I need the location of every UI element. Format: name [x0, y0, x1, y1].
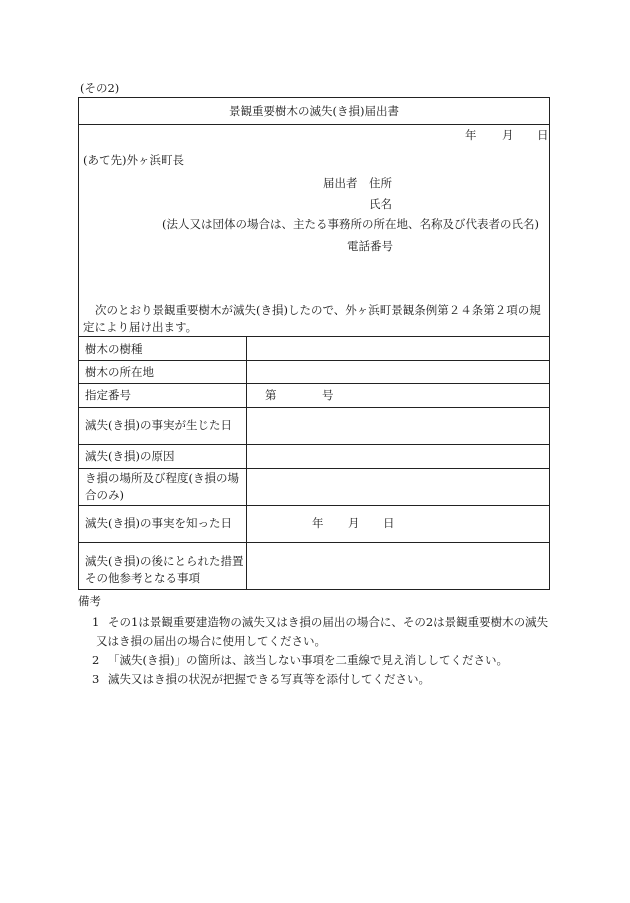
- applicant-name-label: 氏名: [369, 197, 392, 211]
- row-label-known-date: 滅失(き損)の事実を知った日: [85, 516, 232, 530]
- divider: [79, 383, 549, 384]
- applicant-label: 届出者: [323, 176, 358, 190]
- row-label-damage-extent: き損の場所及び程度(き損の場合のみ): [85, 471, 239, 503]
- row-label-designation-number: 指定番号: [85, 388, 131, 402]
- note-text: その1は景観重要建造物の滅失又はき損の届出の場合に、その2は景観重要樹木の滅失: [108, 615, 549, 629]
- page-label: (その2): [80, 81, 120, 95]
- note-text: 滅失又はき損の状況が把握できる写真等を添付してください。: [108, 672, 430, 686]
- note-number: 1: [92, 615, 100, 629]
- applicant-address-label: 住所: [369, 176, 392, 190]
- divider: [79, 336, 549, 337]
- divider: [79, 468, 549, 469]
- designation-suffix: 号: [322, 388, 334, 402]
- divider: [79, 124, 549, 125]
- row-label-tree-location: 樹木の所在地: [85, 365, 154, 379]
- column-divider: [246, 336, 247, 589]
- applicant-phone-label: 電話番号: [347, 239, 393, 253]
- addressee: (あて先)外ヶ浜町長: [83, 153, 184, 167]
- divider: [79, 360, 549, 361]
- notification-form: [78, 97, 550, 590]
- note-number: 3: [92, 672, 100, 686]
- note-text: 又はき損の届出の場合に使用してください。: [96, 634, 326, 648]
- row-label-loss-date: 滅失(き損)の事実が生じた日: [85, 418, 232, 432]
- row-label-measures-taken: 滅失(き損)の後にとられた措置その他参考となる事項: [85, 554, 244, 586]
- divider: [79, 505, 549, 506]
- row-label-tree-species: 樹木の樹種: [85, 342, 143, 356]
- date-year: 年: [465, 128, 477, 142]
- notes-title: 備考: [78, 594, 101, 608]
- known-date-month: 月: [348, 516, 360, 530]
- form-title: 景観重要樹木の滅失(き損)届出書: [229, 104, 399, 118]
- date-month: 月: [502, 128, 514, 142]
- row-label-loss-cause: 滅失(き損)の原因: [85, 449, 175, 463]
- divider: [79, 542, 549, 543]
- date-day: 日: [537, 128, 549, 142]
- declaration-text: 次のとおり景観重要樹木が滅失(き損)したので、外ヶ浜町景観条例第２４条第２項の規定により届け出ます。: [83, 303, 541, 335]
- note-text: 「滅失(き損)」の箇所は、該当しない事項を二重線で見え消ししてください。: [108, 653, 508, 667]
- divider: [79, 444, 549, 445]
- known-date-day: 日: [383, 516, 395, 530]
- note-number: 2: [92, 653, 100, 667]
- divider: [79, 407, 549, 408]
- corporation-note: (法人又は団体の場合は、主たる事務所の所在地、名称及び代表者の氏名): [162, 217, 539, 231]
- designation-prefix: 第: [265, 388, 277, 402]
- known-date-year: 年: [312, 516, 324, 530]
